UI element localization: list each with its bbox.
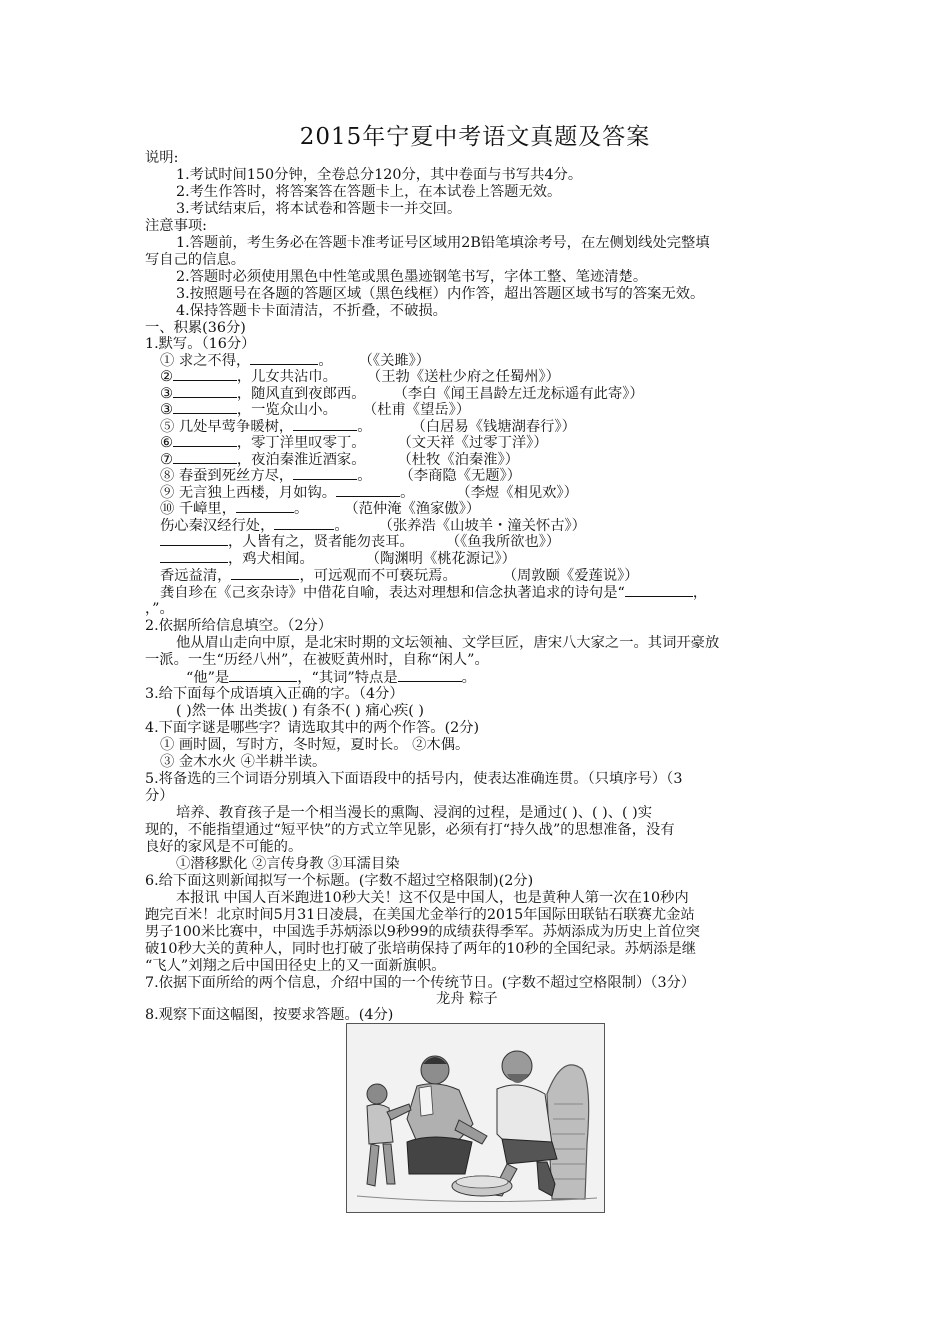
recite-pre: 香远益清， [160,568,232,584]
recite-pre: ⑨ 无言独上西楼，月如钩。 [160,485,337,501]
recite-line [160,434,548,451]
notes-item: 2.答题时必须使用黑色中性笔或黑色墨迹钢笔书写，字体工整、笔迹清楚。 [176,269,648,285]
notes-item-cont: 写自己的信息。 [145,252,246,268]
question-4-label: 4.下面字谜是哪些字？请选取其中的两个作答。(2分) [145,720,480,736]
recite-post: ，人皆有之，贤者能勿丧耳。 [228,534,414,550]
instruction-item: 3.考试结束后，将本试卷和答题卡一并交回。 [176,201,462,217]
recite-post: 。 [334,518,349,534]
answer-blank[interactable] [229,669,297,682]
recite-post: ，可远观而不可亵玩焉。 [299,568,457,584]
question-5-options: ①潜移默化 ②言传身教 ③耳濡目染 [176,856,400,872]
gong-cont: ，”。 [145,601,174,617]
answer-blank[interactable] [274,517,334,530]
answer-blank[interactable] [336,484,400,497]
question-6-label: 6.给下面这则新闻拟写一个标题。(字数不超过空格限制)(2分) [145,873,534,889]
recite-post: 。 [400,485,415,501]
recite-pre: ⑥ [160,435,173,451]
recite-line [160,517,586,534]
question-2-label: 2.依据所给信息填空。（2分） [145,618,333,634]
recite-post: ，一览众山小。 [236,402,337,418]
recite-post: ，零丁洋里叹零丁。 [236,435,366,451]
gong-text: 龚自珍在《己亥杂诗》中借花自喻，表达对理想和信念执著追求的诗句是“ [160,585,625,601]
question-7-info: 龙舟 粽子 [436,991,498,1007]
recite-line [160,584,707,601]
answer-blank[interactable] [625,584,693,597]
recite-pre: ⑦ [160,452,173,468]
recite-line [160,418,576,435]
question-3-items: ( )然一体 出类拔( ) 有条不( ) 痛心疾( ) [176,703,424,719]
instructions-label: 说明: [145,150,179,166]
recite-post: 。 [357,419,372,435]
notes-item: 1.答题前，考生务必在答题卡准考证号区域用2B铅笔填涂考号，在左侧划线处完整填 [176,235,710,251]
news-text: 跑完百米！北京时间5月31日凌晨，在美国尤金举行的2015年国际田联钻石联赛尤金站 [145,907,695,923]
question-3-label: 3.给下面每个成语填入正确的字。（4分） [145,686,404,702]
recite-source: （陶渊明《桃花源记》） [365,551,516,567]
question-5-label: 5.将备选的三个词语分别填入下面语段中的括号内，使表达准确连贯。（只填序号）（3 [145,771,683,787]
answer-blank[interactable] [293,418,357,431]
question-5-para: 良好的家风是不可能的。 [145,839,303,855]
answer-blank[interactable] [173,401,237,414]
notes-label: 注意事项: [145,218,208,234]
recite-source: （李白《闻王昌龄左迁龙标遥有此寄》） [393,386,644,402]
recite-line [160,550,516,567]
recite-pre: ① 求之不得， [160,353,251,369]
answer-blank[interactable] [173,451,237,464]
recite-pre: ② [160,369,173,385]
instruction-item: 1.考试时间150分钟，全卷总分120分，其中卷面与书写共4分。 [176,167,583,183]
fill-label-a: “他”是 [186,670,230,686]
answer-blank[interactable] [173,434,237,447]
recite-line [160,451,519,468]
recite-post: ，夜泊秦淮近酒家。 [236,452,366,468]
recite-source: （李商隐《无题》） [399,468,522,484]
recite-source: （张养浩《山坡羊・潼关怀古》） [378,518,586,534]
recite-source: （《鱼我所欲也》） [445,534,561,550]
recite-post: 。 [318,353,333,369]
recite-source: （李煜《相见欢》） [456,485,578,501]
recite-line [160,401,470,418]
recite-pre: 伤心秦汉经行处， [160,518,275,534]
answer-blank[interactable] [160,533,228,546]
recite-post: ，鸡犬相闻。 [228,551,314,567]
question-4-row: ① 画时圆，写时方，冬时短，夏时长。 ②木偶。 [160,737,470,753]
recite-line [160,368,560,385]
answer-blank[interactable] [173,385,237,398]
question-2-para: 他从眉山走向中原，是北宋时期的文坛领袖、文学巨匠，唐宋八大家之一。其词开豪放 [176,635,720,651]
fill-label-b: ，“其词”特点是 [297,670,398,686]
answer-blank[interactable] [236,500,294,513]
recite-pre: ③ [160,386,173,402]
answer-blank[interactable] [293,467,357,480]
fill-label-c: 。 [461,670,476,686]
recite-post: 。 [294,501,309,517]
question-2-para: 一派。一生“历经八州”，在被贬黄州时，自称“闲人”。 [145,652,489,668]
recite-line [160,567,639,584]
news-text: “飞人”刘翔之后中国田径史上的又一面新旗帜。 [145,958,446,974]
news-text: 本报讯 中国人百米跑进10秒大关！这不仅是中国人，也是黄种人第一次在10秒内 [176,890,689,906]
notes-item: 3.按照题号在各题的答题区域（黑色线框）内作答，超出答题区域书写的答案无效。 [176,286,705,302]
recite-line [160,500,480,517]
recite-line [160,385,644,402]
recite-pre: ⑤ 几处早莺争暖树， [160,419,294,435]
recite-source: （范仲淹《渔家傲》） [344,501,481,517]
question-7-label: 7.依据下面所给的两个信息，介绍中国的一个传统节日。(字数不超过空格限制）（3分） [145,975,696,991]
recite-post: 。 [357,468,372,484]
recite-source: （白居易《钱塘湖春行》） [411,419,576,435]
recite-pre: ⑧ 春蚕到死丝方尽， [160,468,294,484]
illustration-image [346,1023,605,1213]
recite-line [160,352,430,369]
question-4-row: ③ 金木水火 ④半耕半读。 [160,754,327,770]
answer-blank[interactable] [398,669,462,682]
section-heading: 一、积累(36分) [145,320,246,336]
recite-source: （杜甫《望岳》） [362,402,471,418]
recite-line [160,484,578,501]
recite-source: （文天祥《过零丁洋》） [397,435,548,451]
answer-blank[interactable] [173,368,237,381]
question-8-label: 8.观察下面这幅图，按要求答题。(4分) [145,1007,394,1023]
question-5-para: 现的，不能指望通过“短平快”的方式立竿见影，必须有打“持久战”的思想准备，没有 [145,822,675,838]
recite-line [160,533,560,550]
recite-line-cont [145,600,174,617]
recite-pre: ⑩ 千嶂里， [160,501,237,517]
news-text: 男子100米比赛中，中国选手苏炳添以9秒99的成绩获得季军。苏炳添成为历史上首位突 [145,924,700,940]
recite-post: ，随风直到夜郎西。 [236,386,366,402]
answer-blank[interactable] [250,352,318,365]
recite-pre: ③ [160,402,173,418]
page-title: 2015年宁夏中考语文真题及答案 [299,124,651,150]
question-1-label: 1.默写。（16分） [145,336,256,352]
recite-source: （《关雎》） [358,353,431,369]
recite-source: （王勃《送杜少府之任蜀州》） [366,369,560,385]
recite-source: （杜牧《泊秦淮》） [397,452,520,468]
instruction-item: 2.考生作答时，将答案答在答题卡上，在本试卷上答题无效。 [176,184,562,200]
answer-blank[interactable] [160,550,228,563]
question-5-para: 培养、教育孩子是一个相当漫长的熏陶、浸润的过程，是通过( )、( )、( )实 [176,805,653,821]
gong-end: ， [692,585,708,601]
answer-blank[interactable] [231,567,299,580]
notes-item: 4.保持答题卡卡面清洁，不折叠，不破损。 [176,303,447,319]
question-5-label-cont: 分） [145,788,174,804]
recite-line [160,467,521,484]
question-2-fill [186,669,476,686]
recite-source: （周敦颐《爱莲说》） [502,568,639,584]
news-text: 破10秒大关的黄种人，同时也打破了张培萌保持了两年的10秒的全国纪录。苏炳添是继 [145,941,697,957]
recite-post: ，儿女共沾巾。 [236,369,337,385]
illustration-drawing [347,1024,604,1212]
